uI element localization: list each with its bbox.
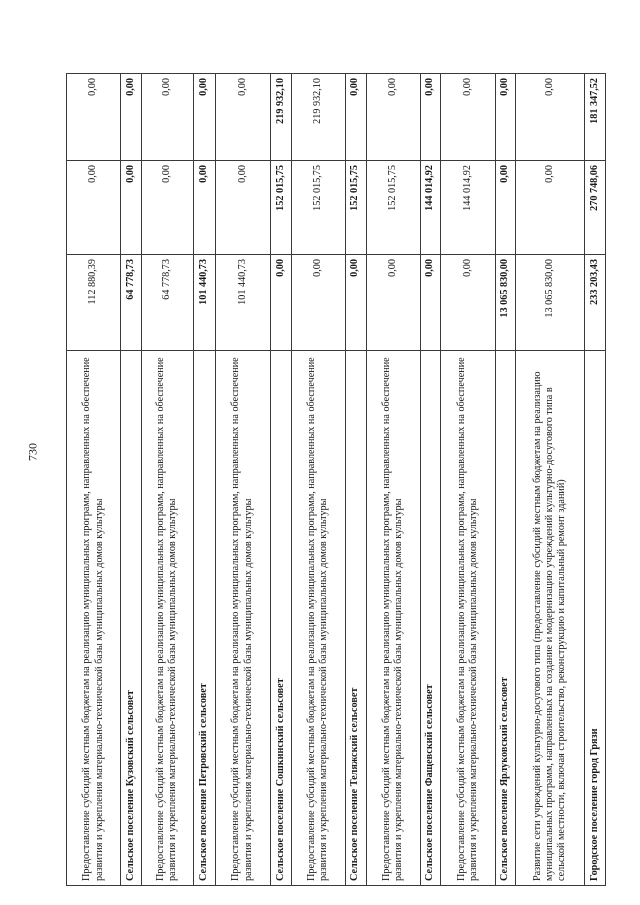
rotated-table-container: [66, 74, 606, 886]
budget-table: [66, 73, 606, 886]
row-name: Развитие сети учреждений культурно-досугового типа (предоставление субсидий местным бюджетам на реализацию муниципальных программ, направленных на создание и модернизацию учреждений культурно-досугового типа в сельской местности, включая строительство, реконструкцию и капитальный ремонт зданий): [516, 351, 585, 886]
row-value-1: 112 880,39: [67, 255, 121, 351]
row-value-2: 0,00: [121, 161, 142, 255]
row-value-1: 0,00: [441, 255, 495, 351]
row-value-3: 0,00: [121, 74, 142, 161]
row-value-2: 0,00: [495, 161, 516, 255]
row-value-1: 0,00: [270, 255, 291, 351]
table-row: [270, 74, 291, 886]
table-row: [495, 74, 516, 886]
row-value-2: 152 015,75: [291, 161, 345, 255]
row-value-3: 0,00: [141, 74, 193, 161]
budget-table-body: [67, 74, 606, 886]
table-row: [516, 74, 585, 886]
table-row: [215, 74, 270, 886]
row-value-2: 144 014,92: [441, 161, 495, 255]
row-value-3: 0,00: [516, 74, 585, 161]
row-value-3: 0,00: [193, 74, 215, 161]
row-value-1: 0,00: [291, 255, 345, 351]
row-value-1: 64 778,73: [121, 255, 142, 351]
table-row: [141, 74, 193, 886]
row-value-2: 0,00: [193, 161, 215, 255]
table-row: [67, 74, 121, 886]
row-name: Сельское поселение Кузовский сельсовет: [121, 351, 142, 886]
row-value-3: 0,00: [495, 74, 516, 161]
row-name: Предоставление субсидий местным бюджетам на реализацию муниципальных программ, направленных на обеспечение развития и укрепления материально-технической базы муниципальных домов культуры: [441, 351, 495, 886]
row-name: Предоставление субсидий местным бюджетам на реализацию муниципальных программ, направленных на обеспечение развития и укрепления материально-технической базы муниципальных домов культуры: [67, 351, 121, 886]
row-value-1: 13 065 830,00: [495, 255, 516, 351]
table-row: [121, 74, 142, 886]
row-value-1: 13 065 830,00: [516, 255, 585, 351]
row-name: Сельское поселение Теляжский сельсовет: [345, 351, 366, 886]
row-value-2: 0,00: [516, 161, 585, 255]
row-value-2: 152 015,75: [270, 161, 291, 255]
row-value-3: 181 347,52: [585, 74, 606, 161]
row-value-1: 101 440,73: [215, 255, 270, 351]
row-value-1: 101 440,73: [193, 255, 215, 351]
row-value-1: 64 778,73: [141, 255, 193, 351]
row-value-2: 152 015,75: [366, 161, 420, 255]
row-name: Предоставление субсидий местным бюджетам на реализацию муниципальных программ, направленных на обеспечение развития и укрепления материально-технической базы муниципальных домов культуры: [291, 351, 345, 886]
row-value-1: 0,00: [345, 255, 366, 351]
row-name: Предоставление субсидий местным бюджетам на реализацию муниципальных программ, направленных на обеспечение развития и укрепления материально-технической базы муниципальных домов культуры: [215, 351, 270, 886]
row-value-3: 0,00: [345, 74, 366, 161]
table-row: [291, 74, 345, 886]
row-value-3: 219 932,10: [291, 74, 345, 161]
row-value-3: 0,00: [420, 74, 441, 161]
row-value-2: 144 014,92: [420, 161, 441, 255]
row-name: Предоставление субсидий местным бюджетам на реализацию муниципальных программ, направленных на обеспечение развития и укрепления материально-технической базы муниципальных домов культуры: [366, 351, 420, 886]
row-value-2: 152 015,75: [345, 161, 366, 255]
table-row: [366, 74, 420, 886]
row-value-3: 0,00: [215, 74, 270, 161]
row-value-1: 0,00: [420, 255, 441, 351]
row-value-3: 0,00: [67, 74, 121, 161]
row-name: Сельское поселение Ярлуковский сельсовет: [495, 351, 516, 886]
row-value-3: 219 932,10: [270, 74, 291, 161]
row-name: Сельское поселение Петровский сельсовет: [193, 351, 215, 886]
row-value-3: 0,00: [366, 74, 420, 161]
table-row: [441, 74, 495, 886]
row-value-2: 270 748,06: [585, 161, 606, 255]
table-row: [193, 74, 215, 886]
table-row: [345, 74, 366, 886]
row-value-1: 0,00: [366, 255, 420, 351]
row-value-3: 0,00: [441, 74, 495, 161]
row-name: Городское поселение город Грязи: [585, 351, 606, 886]
table-row: [585, 74, 606, 886]
row-name: Сельское поселение Фащевский сельсовет: [420, 351, 441, 886]
row-value-2: 0,00: [215, 161, 270, 255]
row-value-1: 233 203,43: [585, 255, 606, 351]
row-name: Предоставление субсидий местным бюджетам на реализацию муниципальных программ, направленных на обеспечение развития и укрепления материально-технической базы муниципальных домов культуры: [141, 351, 193, 886]
page-number: 730: [25, 443, 40, 461]
table-row: [420, 74, 441, 886]
row-value-2: 0,00: [141, 161, 193, 255]
row-value-2: 0,00: [67, 161, 121, 255]
row-name: Сельское поселение Сошкинский сельсовет: [270, 351, 291, 886]
table-frame: [66, 74, 606, 886]
